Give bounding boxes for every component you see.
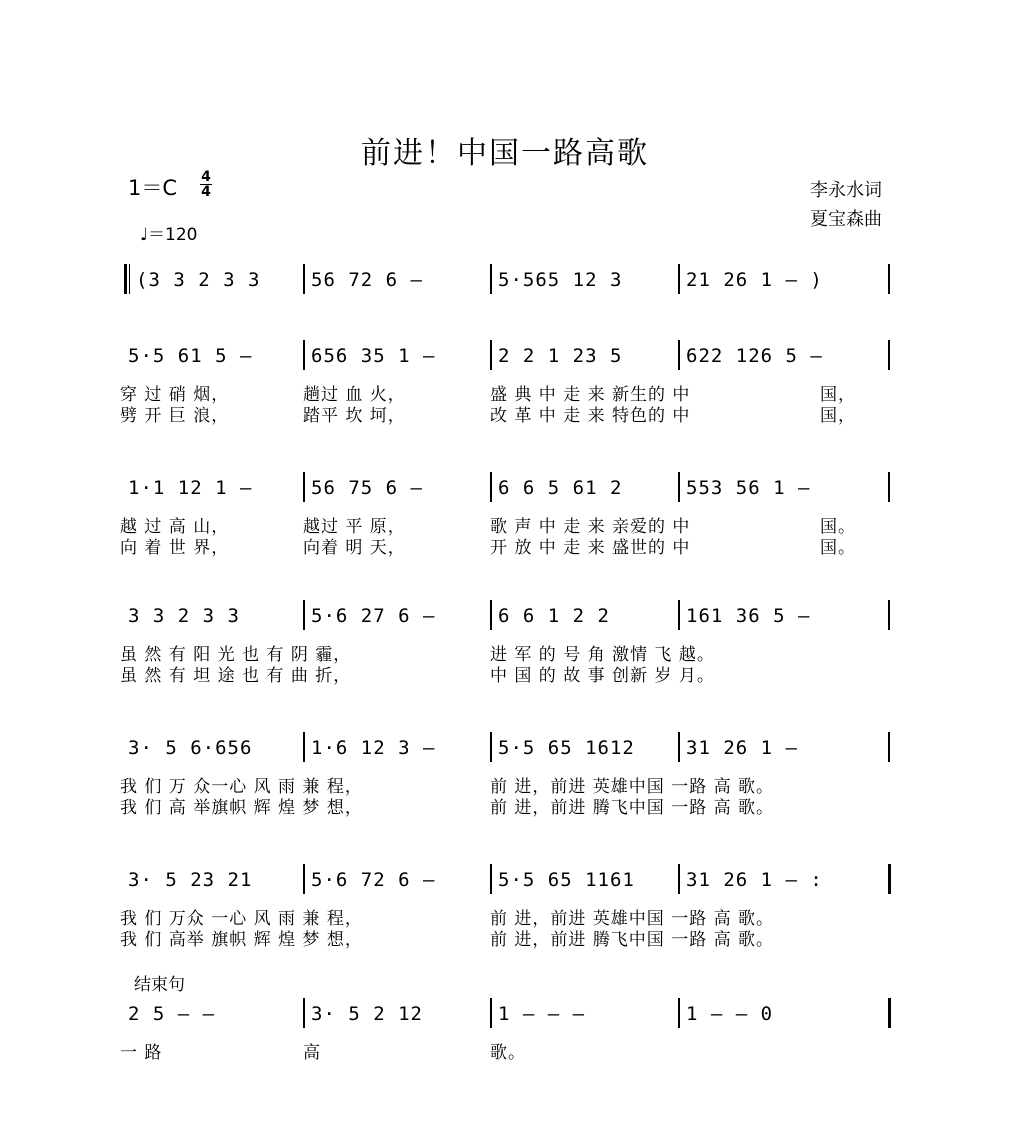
barline (678, 264, 680, 294)
measure: 3· 5 23 21 (128, 869, 253, 891)
final-barline (888, 998, 891, 1028)
lyric-segment: 向 着 世 界， (120, 538, 230, 558)
time-signature-bottom: 4 (201, 184, 211, 200)
measure: 2 5 – – (128, 1003, 216, 1025)
barline (303, 472, 305, 502)
barline (303, 864, 305, 894)
lyric-segment: 开 放 中 走 来 盛世的 中 (490, 538, 691, 558)
lyricist-credit: 李永水词 (810, 180, 882, 201)
time-signature-top: 4 (201, 169, 211, 185)
measure: 5·565 12 3 (498, 269, 623, 291)
page-title: 前进！中国一路高歌 (361, 136, 649, 171)
tempo-marking: ♩＝120 (140, 225, 198, 245)
measure: 31 26 1 – : (686, 869, 823, 891)
barline (303, 998, 305, 1028)
barline (678, 472, 680, 502)
lyric-segment: 我 们 万众 一心 风 雨 兼 程， (120, 909, 363, 929)
measure: 1 – – 0 (686, 1003, 774, 1025)
repeat-start-barline (124, 264, 132, 294)
score-row (120, 730, 895, 770)
final-barline (888, 864, 891, 894)
barline (888, 264, 890, 294)
measure: 1·6 12 3 – (311, 737, 436, 759)
lyric-segment: 我 们 万 众一心 风 雨 兼 程， (120, 777, 363, 797)
score-row (120, 470, 895, 510)
lyric-segment: 歌。 (490, 1043, 526, 1063)
measure: 21 26 1 – ) (686, 269, 823, 291)
score-row (120, 598, 895, 638)
lyric-segment: 改 革 中 走 来 特色的 中 (490, 406, 691, 426)
lyric-segment: 穿 过 硝 烟， (120, 385, 230, 405)
lyric-segment: 踏平 坎 坷， (303, 406, 406, 426)
score-row (120, 996, 895, 1036)
barline (888, 340, 890, 370)
lyric-segment: 虽 然 有 坦 途 也 有 曲 折， (120, 666, 352, 686)
barline (678, 998, 680, 1028)
measure: 5·5 65 1612 (498, 737, 635, 759)
barline (678, 732, 680, 762)
barline (888, 472, 890, 502)
lyric-segment: 盛 典 中 走 来 新生的 中 (490, 385, 691, 405)
measure: 56 72 6 – (311, 269, 423, 291)
measure: 2 2 1 23 5 (498, 345, 623, 367)
barline (303, 732, 305, 762)
barline (303, 264, 305, 294)
barline (303, 600, 305, 630)
measure: 31 26 1 – (686, 737, 798, 759)
measure: 161 36 5 – (686, 605, 811, 627)
lyric-segment: 国， (820, 385, 856, 405)
barline (490, 998, 492, 1028)
measure: 6 6 5 61 2 (498, 477, 623, 499)
barline (490, 732, 492, 762)
measure: 1·1 12 1 – (128, 477, 253, 499)
time-signature (200, 170, 212, 199)
lyric-segment: 一 路 (120, 1043, 163, 1063)
measure: 656 35 1 – (311, 345, 436, 367)
lyric-segment: 国。 (820, 538, 856, 558)
lyric-segment: 趟过 血 火， (303, 385, 406, 405)
measure: (3 3 2 3 3 (136, 269, 261, 291)
measure: 5·6 27 6 – (311, 605, 436, 627)
barline (678, 864, 680, 894)
barline (678, 600, 680, 630)
lyric-segment: 越过 平 原， (303, 517, 406, 537)
barline (490, 340, 492, 370)
score-row (120, 338, 895, 378)
barline (490, 264, 492, 294)
composer-credit: 夏宝森曲 (810, 209, 882, 230)
lyric-segment: 进 军 的 号 角 激情 飞 越。 (490, 645, 715, 665)
score-row (120, 262, 895, 302)
barline (303, 340, 305, 370)
measure: 622 126 5 – (686, 345, 823, 367)
barline (888, 600, 890, 630)
measure: 56 75 6 – (311, 477, 423, 499)
lyric-segment: 前 进，前进 英雄中国 一路 高 歌。 (490, 777, 775, 797)
ending-label: 结束句 (134, 975, 185, 995)
measure: 553 56 1 – (686, 477, 811, 499)
measure: 5·6 72 6 – (311, 869, 436, 891)
measure: 5·5 65 1161 (498, 869, 635, 891)
lyric-segment: 歌 声 中 走 来 亲爱的 中 (490, 517, 691, 537)
barline (490, 472, 492, 502)
measure: 3· 5 2 12 (311, 1003, 423, 1025)
key-signature: 1＝C (128, 176, 178, 200)
barline (678, 340, 680, 370)
barline (490, 600, 492, 630)
measure: 5·5 61 5 – (128, 345, 253, 367)
lyric-segment: 我 们 高举 旗帜 辉 煌 梦 想， (120, 930, 363, 950)
lyric-segment: 越 过 高 山， (120, 517, 230, 537)
measure: 6 6 1 2 2 (498, 605, 610, 627)
lyric-segment: 国。 (820, 517, 856, 537)
score-row (120, 862, 895, 902)
measure: 1 – – – (498, 1003, 586, 1025)
lyric-segment: 国， (820, 406, 856, 426)
lyric-segment: 前 进，前进 腾飞中国 一路 高 歌。 (490, 798, 775, 818)
lyric-segment: 向着 明 天， (303, 538, 406, 558)
lyric-segment: 前 进，前进 腾飞中国 一路 高 歌。 (490, 930, 775, 950)
lyric-segment: 虽 然 有 阳 光 也 有 阴 霾， (120, 645, 352, 665)
lyric-segment: 前 进，前进 英雄中国 一路 高 歌。 (490, 909, 775, 929)
lyric-segment: 高 (303, 1043, 321, 1063)
lyric-segment: 我 们 高 举旗帜 辉 煌 梦 想， (120, 798, 363, 818)
lyric-segment: 中 国 的 故 事 创新 岁 月。 (490, 666, 715, 686)
measure: 3 3 2 3 3 (128, 605, 240, 627)
measure: 3· 5 6·656 (128, 737, 253, 759)
barline (490, 864, 492, 894)
lyric-segment: 劈 开 巨 浪， (120, 406, 230, 426)
barline (888, 732, 890, 762)
